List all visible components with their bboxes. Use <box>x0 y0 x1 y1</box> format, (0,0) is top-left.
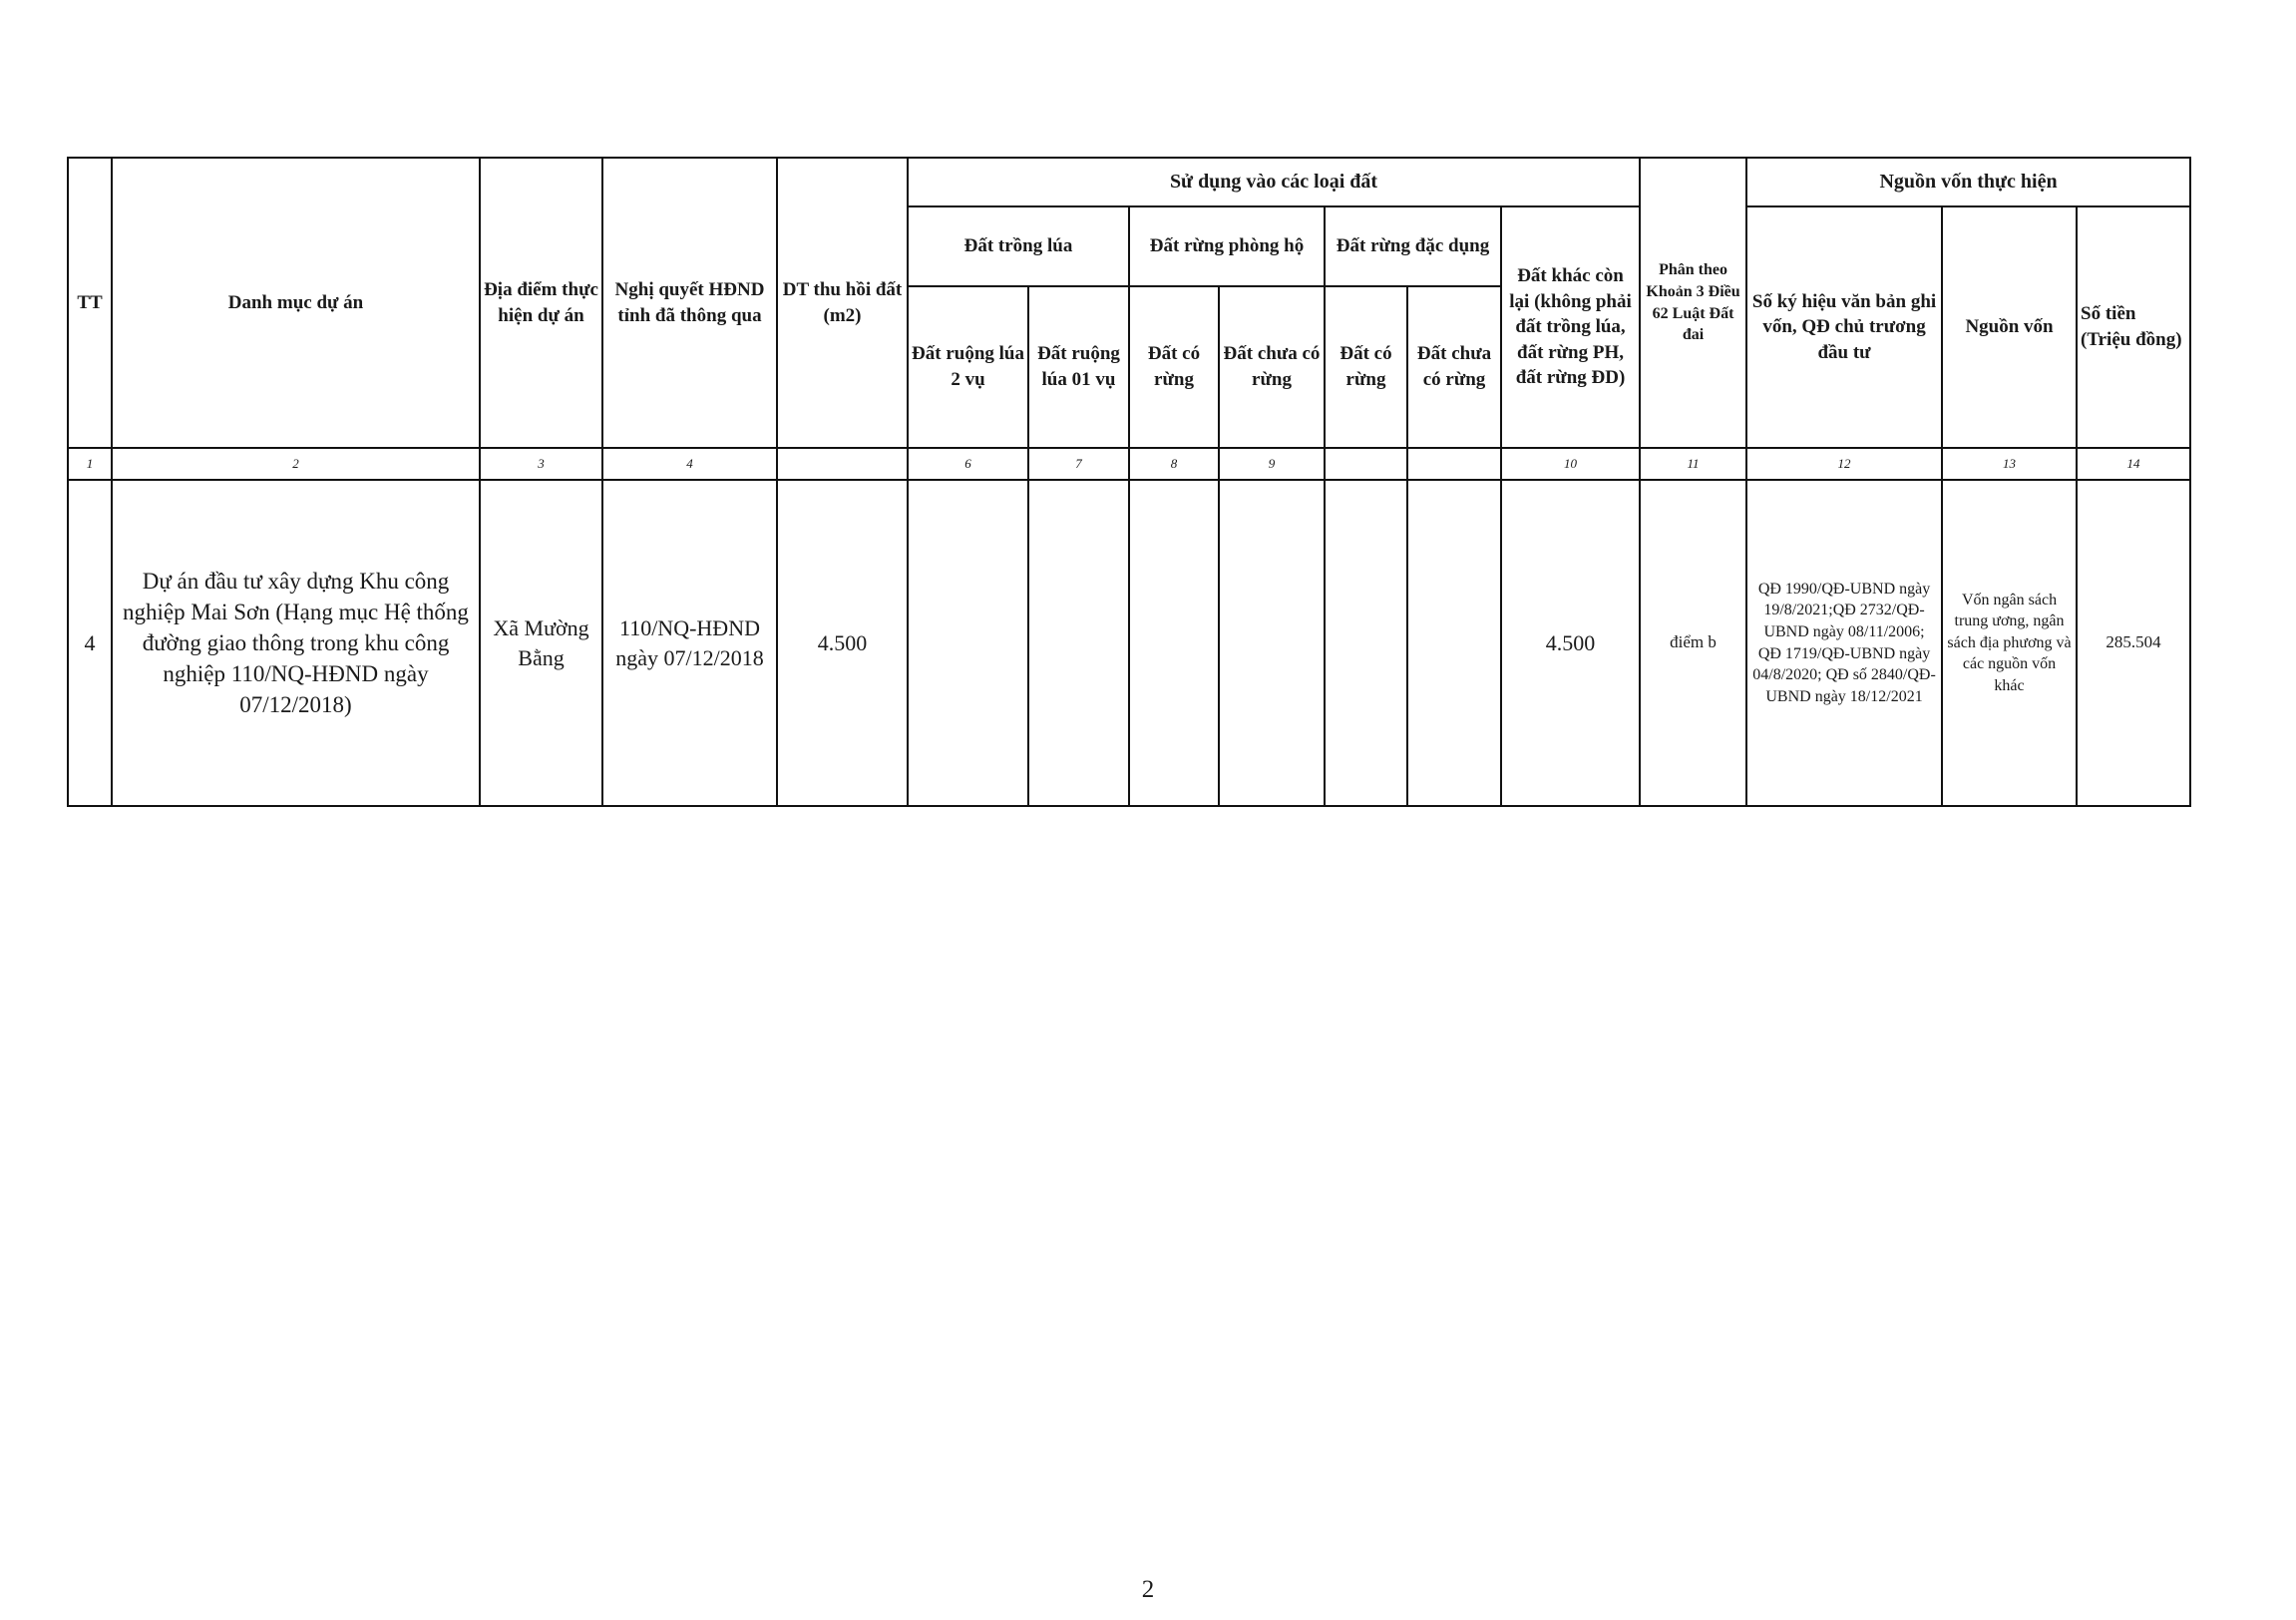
header-classification: Phân theo Khoản 3 Điều 62 Luật Đất đai <box>1640 158 1746 448</box>
col-number: 10 <box>1501 448 1640 480</box>
col-number: 4 <box>602 448 777 480</box>
page-number: 2 <box>1141 1576 1155 1603</box>
cell-area-recovered: 4.500 <box>777 480 908 806</box>
cell-rice-1-crop <box>1028 480 1129 806</box>
cell-fund-source: Vốn ngân sách trung ương, ngân sách địa phương và các nguồn vốn khác <box>1942 480 2077 806</box>
header-amount: Số tiền (Triệu đồng) <box>2077 206 2190 448</box>
col-number: 7 <box>1028 448 1129 480</box>
col-number: 8 <box>1129 448 1219 480</box>
header-special-forest: Đất rừng đặc dụng <box>1325 206 1501 286</box>
cell-other-land: 4.500 <box>1501 480 1640 806</box>
cell-doc-ref: QĐ 1990/QĐ-UBND ngày 19/8/2021;QĐ 2732/QĐ-UBND ngày 08/11/2006; QĐ 1719/QĐ-UBND ngày 04/8/2020; QĐ số 2840/QĐ-UBND ngày 18/12/2021 <box>1746 480 1942 806</box>
header-rice-1-crop: Đất ruộng lúa 01 vụ <box>1028 286 1129 448</box>
header-area-recovered: DT thu hồi đất (m2) <box>777 158 908 448</box>
header-pf-without-forest: Đất chưa có rừng <box>1219 286 1325 448</box>
col-number <box>777 448 908 480</box>
header-land-use-group: Sử dụng vào các loại đất <box>908 158 1640 206</box>
col-number: 13 <box>1942 448 2077 480</box>
header-doc-ref: Số ký hiệu văn bản ghi vốn, QĐ chủ trương đầu tư <box>1746 206 1942 448</box>
cell-rice-2-crops <box>908 480 1028 806</box>
header-fund-source: Nguồn vốn <box>1942 206 2077 448</box>
header-rice-land: Đất trồng lúa <box>908 206 1129 286</box>
header-location: Địa điểm thực hiện dự án <box>480 158 602 448</box>
table-row <box>68 480 2190 806</box>
col-number: 9 <box>1219 448 1325 480</box>
col-number: 1 <box>68 448 112 480</box>
header-resolution: Nghị quyết HĐND tỉnh đã thông qua <box>602 158 777 448</box>
project-table <box>67 157 2191 807</box>
cell-resolution: 110/NQ-HĐND ngày 07/12/2018 <box>602 480 777 806</box>
header-rice-2-crops: Đất ruộng lúa 2 vụ <box>908 286 1028 448</box>
header-project-list: Danh mục dự án <box>112 158 480 448</box>
cell-sf-with-forest <box>1325 480 1407 806</box>
cell-pf-without-forest <box>1219 480 1325 806</box>
col-number: 12 <box>1746 448 1942 480</box>
col-number: 6 <box>908 448 1028 480</box>
cell-project: Dự án đầu tư xây dựng Khu công nghiệp Mai Sơn (Hạng mục Hệ thống đường giao thông trong khu công nghiệp 110/NQ-HĐND ngày 07/12/2018) <box>112 480 480 806</box>
header-pf-with-forest: Đất có rừng <box>1129 286 1219 448</box>
header-other-land: Đất khác còn lại (không phải đất trồng lúa, đất rừng PH, đất rừng ĐD) <box>1501 206 1640 448</box>
cell-location: Xã Mường Bằng <box>480 480 602 806</box>
header-sf-with-forest: Đất có rừng <box>1325 286 1407 448</box>
col-number <box>1325 448 1407 480</box>
cell-pf-with-forest <box>1129 480 1219 806</box>
header-sf-without-forest: Đất chưa có rừng <box>1407 286 1501 448</box>
col-number: 11 <box>1640 448 1746 480</box>
header-tt: TT <box>68 158 112 448</box>
header-protective-forest: Đất rừng phòng hộ <box>1129 206 1325 286</box>
col-number: 3 <box>480 448 602 480</box>
col-number: 14 <box>2077 448 2190 480</box>
cell-sf-without-forest <box>1407 480 1501 806</box>
cell-amount: 285.504 <box>2077 480 2190 806</box>
col-number: 2 <box>112 448 480 480</box>
cell-classification: điểm b <box>1640 480 1746 806</box>
cell-tt: 4 <box>68 480 112 806</box>
col-number <box>1407 448 1501 480</box>
header-funding-group: Nguồn vốn thực hiện <box>1746 158 2190 206</box>
